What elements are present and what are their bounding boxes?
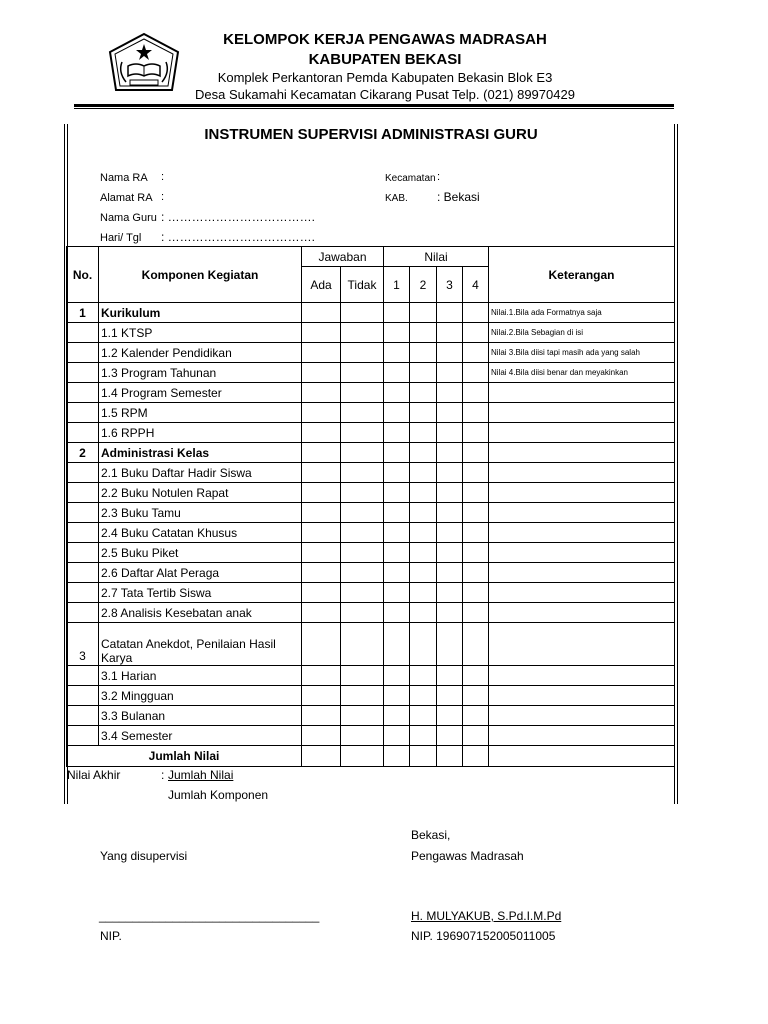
supervision-table (66, 246, 675, 767)
row-number: 2 (67, 443, 99, 463)
score-cell[interactable] (463, 666, 489, 686)
form-title: INSTRUMEN SUPERVISI ADMINISTRASI GURU (204, 126, 538, 143)
supervisor-name: H. MULYAKUB, S.Pd.I.M.Pd (411, 909, 562, 923)
row-component (99, 623, 302, 666)
table-row (67, 423, 675, 443)
answer-cell[interactable] (341, 403, 384, 423)
score-cell[interactable] (384, 726, 410, 746)
row-number (67, 483, 99, 503)
row-note (489, 423, 675, 443)
table-row (67, 343, 675, 363)
row-number: 3 (67, 623, 99, 666)
nilai-akhir-colon: : (161, 768, 165, 782)
hari-tgl-label: Hari/ Tgl (100, 232, 142, 244)
score-cell[interactable] (410, 363, 437, 383)
hari-tgl-value: : ………………………………. (161, 230, 316, 244)
score-cell[interactable] (384, 706, 410, 726)
score-cell[interactable] (463, 383, 489, 403)
formula-numerator: Jumlah Nilai (168, 768, 234, 782)
score-cell[interactable] (463, 403, 489, 423)
score-cell[interactable] (384, 563, 410, 583)
row-number (67, 383, 99, 403)
row-note: Nilai.2.Bila Sebagian di isi (489, 323, 675, 343)
nama-ra-label: Nama RA (100, 172, 148, 184)
table-row (67, 623, 675, 666)
row-component: 1.6 RPPH (99, 423, 302, 443)
table-row (67, 666, 675, 686)
answer-cell[interactable] (341, 383, 384, 403)
row-note (489, 666, 675, 686)
score-cell[interactable] (463, 323, 489, 343)
row-component: 1.4 Program Semester (99, 383, 302, 403)
row-component: 2.4 Buku Catatan Khusus (99, 523, 302, 543)
score-cell[interactable] (384, 583, 410, 603)
answer-cell[interactable] (302, 323, 341, 343)
answer-cell[interactable] (341, 583, 384, 603)
letterhead-rule-thin (74, 108, 674, 109)
score-cell[interactable] (410, 666, 437, 686)
score-cell[interactable] (437, 483, 463, 503)
score-cell[interactable] (437, 706, 463, 726)
answer-cell[interactable] (302, 463, 341, 483)
score-cell[interactable] (410, 443, 437, 463)
header-keterangan: Keterangan (489, 247, 675, 303)
score-cell[interactable] (410, 603, 437, 623)
table-row (67, 363, 675, 383)
score-cell[interactable] (463, 503, 489, 523)
answer-cell[interactable] (341, 623, 384, 666)
answer-cell[interactable] (341, 303, 384, 323)
score-cell[interactable] (410, 503, 437, 523)
score-cell[interactable] (384, 523, 410, 543)
row-component: 2.5 Buku Piket (99, 543, 302, 563)
header-tidak: Tidak (341, 267, 384, 303)
row-component: 2.3 Buku Tamu (99, 503, 302, 523)
score-cell[interactable] (410, 403, 437, 423)
nilai-akhir-label: Nilai Akhir (67, 768, 121, 782)
score-cell[interactable] (410, 726, 437, 746)
total-cell[interactable] (410, 746, 437, 767)
row-note (489, 686, 675, 706)
score-cell[interactable] (437, 666, 463, 686)
answer-cell[interactable] (302, 726, 341, 746)
score-cell[interactable] (410, 303, 437, 323)
answer-cell[interactable] (302, 303, 341, 323)
answer-cell[interactable] (302, 403, 341, 423)
nama-guru-value: : ………………………………. (161, 210, 316, 224)
score-cell[interactable] (463, 303, 489, 323)
row-number (67, 666, 99, 686)
header-nilai: Nilai (384, 247, 489, 267)
row-note (489, 603, 675, 623)
row-component-line: Catatan Anekdot, Penilaian Hasil (101, 637, 276, 651)
score-cell[interactable] (437, 383, 463, 403)
header-nilai-1: 1 (384, 267, 410, 303)
row-note: Nilai 3.Bila diisi tapi masih ada yang salah (489, 343, 675, 363)
row-component: Administrasi Kelas (99, 443, 302, 463)
row-note (489, 483, 675, 503)
score-cell[interactable] (463, 563, 489, 583)
row-number (67, 543, 99, 563)
score-cell[interactable] (410, 706, 437, 726)
score-cell[interactable] (437, 403, 463, 423)
score-cell[interactable] (437, 423, 463, 443)
row-component: 2.7 Tata Tertib Siswa (99, 583, 302, 603)
table-row (67, 686, 675, 706)
table-row (67, 603, 675, 623)
row-number: 1 (67, 303, 99, 323)
score-cell[interactable] (437, 623, 463, 666)
table-row (67, 726, 675, 746)
row-note (489, 726, 675, 746)
table-row (67, 463, 675, 483)
score-cell[interactable] (384, 686, 410, 706)
answer-cell[interactable] (302, 383, 341, 403)
org-address: Komplek Perkantoran Pemda Kabupaten Bekasin Blok E3 (217, 70, 553, 85)
answer-cell[interactable] (302, 443, 341, 463)
score-cell[interactable] (410, 463, 437, 483)
kab-value: : Bekasi (437, 190, 480, 204)
row-note (489, 563, 675, 583)
score-cell[interactable] (384, 666, 410, 686)
row-number (67, 726, 99, 746)
row-number (67, 363, 99, 383)
score-cell[interactable] (463, 423, 489, 443)
formula-denominator: Jumlah Komponen (168, 788, 269, 802)
answer-cell[interactable] (341, 323, 384, 343)
answer-cell[interactable] (341, 343, 384, 363)
score-cell[interactable] (384, 503, 410, 523)
frame-left-outer (64, 124, 65, 804)
row-note (489, 583, 675, 603)
answer-cell[interactable] (302, 483, 341, 503)
row-component: 3.1 Harian (99, 666, 302, 686)
table-row (67, 443, 675, 463)
row-number (67, 403, 99, 423)
row-component-line: Karya (101, 651, 133, 665)
table-row (67, 706, 675, 726)
score-cell[interactable] (463, 343, 489, 363)
score-cell[interactable] (437, 603, 463, 623)
score-cell[interactable] (437, 686, 463, 706)
table-row (67, 543, 675, 563)
header-nilai-2: 2 (410, 267, 437, 303)
answer-cell[interactable] (341, 666, 384, 686)
row-number (67, 686, 99, 706)
alamat-ra-label: Alamat RA (100, 192, 153, 204)
answer-cell[interactable] (341, 563, 384, 583)
answer-cell[interactable] (341, 603, 384, 623)
score-cell[interactable] (384, 363, 410, 383)
row-note (489, 623, 675, 666)
score-cell[interactable] (463, 623, 489, 666)
letterhead-rule (74, 104, 674, 107)
row-component: 2.1 Buku Daftar Hadir Siswa (99, 463, 302, 483)
score-cell[interactable] (410, 343, 437, 363)
answer-cell[interactable] (302, 543, 341, 563)
row-component: 2.2 Buku Notulen Rapat (99, 483, 302, 503)
score-cell[interactable] (463, 443, 489, 463)
row-component: 1.5 RPM (99, 403, 302, 423)
score-cell[interactable] (437, 463, 463, 483)
score-cell[interactable] (463, 523, 489, 543)
org-region: KABUPATEN BEKASI (308, 51, 462, 68)
score-cell[interactable] (410, 686, 437, 706)
score-cell[interactable] (437, 443, 463, 463)
score-cell[interactable] (410, 583, 437, 603)
header-no: No. (67, 247, 99, 303)
score-cell[interactable] (384, 443, 410, 463)
org-address-contact: Desa Sukamahi Kecamatan Cikarang Pusat Telp. (021) 89970429 (195, 87, 575, 102)
row-note (489, 443, 675, 463)
answer-cell[interactable] (302, 523, 341, 543)
score-cell[interactable] (410, 523, 437, 543)
header-nilai-3: 3 (437, 267, 463, 303)
score-cell[interactable] (384, 603, 410, 623)
table-row (67, 303, 675, 323)
answer-cell[interactable] (302, 603, 341, 623)
row-note (489, 503, 675, 523)
row-number (67, 343, 99, 363)
header-komponen: Komponen Kegiatan (99, 247, 302, 303)
score-cell[interactable] (437, 726, 463, 746)
row-component: 1.2 Kalender Pendidikan (99, 343, 302, 363)
answer-cell[interactable] (341, 463, 384, 483)
answer-cell[interactable] (341, 543, 384, 563)
score-cell[interactable] (437, 343, 463, 363)
score-cell[interactable] (410, 383, 437, 403)
row-number (67, 603, 99, 623)
score-cell[interactable] (437, 583, 463, 603)
answer-cell[interactable] (302, 583, 341, 603)
row-component: 3.2 Mingguan (99, 686, 302, 706)
score-cell[interactable] (410, 543, 437, 563)
score-cell[interactable] (384, 623, 410, 666)
row-note (489, 463, 675, 483)
row-note (489, 403, 675, 423)
kecamatan-label: Kecamatan (385, 173, 436, 184)
answer-cell[interactable] (302, 563, 341, 583)
score-cell[interactable] (410, 323, 437, 343)
signature-place: Bekasi, (411, 828, 451, 842)
answer-cell[interactable] (302, 343, 341, 363)
answer-cell[interactable] (341, 423, 384, 443)
score-cell[interactable] (410, 623, 437, 666)
kecamatan-colon: : (437, 171, 441, 183)
row-number (67, 706, 99, 726)
row-component: 2.8 Analisis Kesebatan anak (99, 603, 302, 623)
answer-cell[interactable] (341, 523, 384, 543)
supervised-signature-line: _________________________________ (99, 909, 320, 923)
total-label: Jumlah Nilai (67, 746, 302, 767)
row-note: Nilai 4.Bila diisi benar dan meyakinkan (489, 363, 675, 383)
score-cell[interactable] (384, 343, 410, 363)
total-cell[interactable] (437, 746, 463, 767)
row-note (489, 706, 675, 726)
row-number (67, 463, 99, 483)
table-row (67, 523, 675, 543)
row-number (67, 423, 99, 443)
score-cell[interactable] (384, 403, 410, 423)
nama-ra-colon: : (161, 171, 165, 183)
score-cell[interactable] (410, 563, 437, 583)
total-cell[interactable] (302, 746, 341, 767)
answer-cell[interactable] (302, 423, 341, 443)
row-number (67, 323, 99, 343)
row-component: Kurikulum (99, 303, 302, 323)
row-component: 1.1 KTSP (99, 323, 302, 343)
score-cell[interactable] (384, 323, 410, 343)
answer-cell[interactable] (302, 706, 341, 726)
answer-cell[interactable] (341, 443, 384, 463)
score-cell[interactable] (437, 323, 463, 343)
answer-cell[interactable] (302, 503, 341, 523)
answer-cell[interactable] (302, 686, 341, 706)
row-component: 2.6 Daftar Alat Peraga (99, 563, 302, 583)
score-cell[interactable] (463, 583, 489, 603)
row-number (67, 503, 99, 523)
total-cell[interactable] (341, 746, 384, 767)
answer-cell[interactable] (341, 686, 384, 706)
answer-cell[interactable] (341, 483, 384, 503)
score-cell[interactable] (463, 543, 489, 563)
score-cell[interactable] (437, 363, 463, 383)
total-cell[interactable] (463, 746, 489, 767)
table-row (67, 503, 675, 523)
score-cell[interactable] (437, 303, 463, 323)
score-cell[interactable] (384, 383, 410, 403)
total-note (489, 746, 675, 767)
table-row (67, 403, 675, 423)
answer-cell[interactable] (341, 503, 384, 523)
score-cell[interactable] (463, 603, 489, 623)
score-cell[interactable] (463, 726, 489, 746)
total-cell[interactable] (384, 746, 410, 767)
row-number (67, 583, 99, 603)
score-cell[interactable] (384, 423, 410, 443)
row-note (489, 523, 675, 543)
alamat-ra-colon: : (161, 191, 165, 203)
score-cell[interactable] (437, 563, 463, 583)
org-name: KELOMPOK KERJA PENGAWAS MADRASAH (223, 31, 547, 48)
answer-cell[interactable] (302, 363, 341, 383)
answer-cell[interactable] (341, 726, 384, 746)
answer-cell[interactable] (341, 363, 384, 383)
score-cell[interactable] (410, 483, 437, 503)
supervised-nip: NIP. (100, 929, 122, 943)
organization-logo-icon (106, 32, 182, 96)
score-cell[interactable] (384, 463, 410, 483)
score-cell[interactable] (463, 483, 489, 503)
header-jawaban: Jawaban (302, 247, 384, 267)
kab-label: KAB. (385, 193, 408, 204)
supervisor-nip: NIP. 196907152005011005 (411, 929, 556, 943)
score-cell[interactable] (437, 543, 463, 563)
row-number (67, 563, 99, 583)
header-nilai-4: 4 (463, 267, 489, 303)
score-cell[interactable] (437, 523, 463, 543)
score-cell[interactable] (384, 543, 410, 563)
table-row (67, 483, 675, 503)
row-note (489, 543, 675, 563)
row-component: 3.3 Bulanan (99, 706, 302, 726)
answer-cell[interactable] (341, 706, 384, 726)
score-cell[interactable] (437, 503, 463, 523)
row-component: 3.4 Semester (99, 726, 302, 746)
score-cell[interactable] (384, 483, 410, 503)
answer-cell[interactable] (302, 623, 341, 666)
table-row (67, 383, 675, 403)
frame-right-outer (677, 124, 678, 804)
table-row (67, 583, 675, 603)
row-note: Nilai.1.Bila ada Formatnya saja (489, 303, 675, 323)
header-ada: Ada (302, 267, 341, 303)
supervised-role: Yang disupervisi (100, 849, 188, 863)
score-cell[interactable] (463, 686, 489, 706)
answer-cell[interactable] (302, 666, 341, 686)
row-number (67, 523, 99, 543)
score-cell[interactable] (463, 463, 489, 483)
table-row (67, 563, 675, 583)
table-row (67, 323, 675, 343)
supervisor-role: Pengawas Madrasah (411, 849, 524, 863)
row-component: 1.3 Program Tahunan (99, 363, 302, 383)
score-cell[interactable] (410, 423, 437, 443)
nama-guru-label: Nama Guru (100, 212, 157, 224)
total-row (67, 746, 675, 767)
score-cell[interactable] (384, 303, 410, 323)
row-note (489, 383, 675, 403)
score-cell[interactable] (463, 363, 489, 383)
score-cell[interactable] (463, 706, 489, 726)
